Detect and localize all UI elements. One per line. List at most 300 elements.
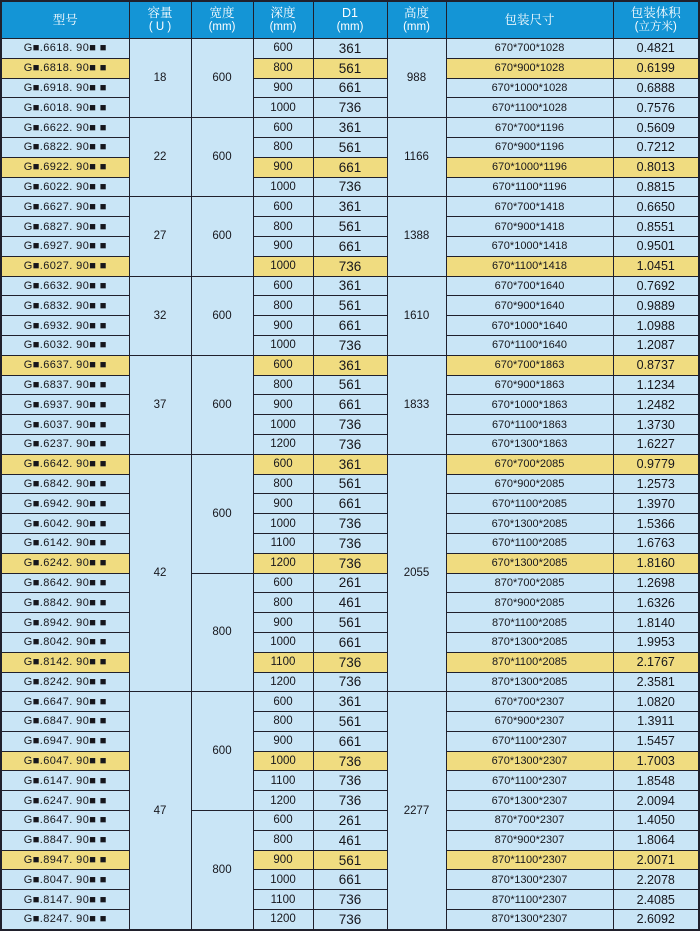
depth-cell: 1000	[253, 632, 313, 652]
model-cell: G■.8842. 90■ ■	[1, 593, 129, 613]
height-cell: 1166	[387, 118, 446, 197]
depth-cell: 900	[253, 395, 313, 415]
depth-cell: 800	[253, 830, 313, 850]
depth-cell: 900	[253, 613, 313, 633]
model-cell: G■.6847. 90■ ■	[1, 712, 129, 732]
d1-cell: 561	[313, 296, 387, 316]
depth-cell: 900	[253, 78, 313, 98]
spec-row	[1, 771, 699, 791]
height-cell: 1610	[387, 276, 446, 355]
volume-cell: 0.5609	[613, 118, 699, 138]
model-cell: G■.8847. 90■ ■	[1, 830, 129, 850]
height-cell: 2055	[387, 454, 446, 692]
package-cell: 670*700*2307	[446, 692, 613, 712]
d1-cell: 561	[313, 850, 387, 870]
model-cell: G■.6937. 90■ ■	[1, 395, 129, 415]
model-cell: G■.6047. 90■ ■	[1, 751, 129, 771]
spec-row	[1, 276, 699, 296]
width-cell: 600	[191, 276, 253, 355]
model-cell: G■.6618. 90■ ■	[1, 39, 129, 59]
depth-cell: 1100	[253, 771, 313, 791]
model-cell: G■.6242. 90■ ■	[1, 553, 129, 573]
volume-cell: 0.9779	[613, 454, 699, 474]
model-cell: G■.8942. 90■ ■	[1, 613, 129, 633]
volume-cell: 1.7003	[613, 751, 699, 771]
spec-row	[1, 632, 699, 652]
volume-cell: 1.2482	[613, 395, 699, 415]
depth-cell: 1000	[253, 870, 313, 890]
d1-cell: 261	[313, 573, 387, 593]
spec-row	[1, 474, 699, 494]
height-cell: 1388	[387, 197, 446, 276]
d1-cell: 736	[313, 672, 387, 692]
height-cell: 988	[387, 39, 446, 118]
header-row	[1, 1, 699, 39]
volume-cell: 1.9953	[613, 632, 699, 652]
table-body	[1, 39, 699, 930]
depth-cell: 1100	[253, 533, 313, 553]
d1-cell: 736	[313, 415, 387, 435]
volume-cell: 2.4085	[613, 890, 699, 910]
package-cell: 670*1300*1863	[446, 434, 613, 454]
package-cell: 670*700*1863	[446, 355, 613, 375]
volume-cell: 0.7692	[613, 276, 699, 296]
spec-row	[1, 434, 699, 454]
package-cell: 870*900*2085	[446, 593, 613, 613]
volume-cell: 1.4050	[613, 811, 699, 831]
spec-row	[1, 494, 699, 514]
model-cell: G■.6027. 90■ ■	[1, 256, 129, 276]
package-cell: 670*1100*2307	[446, 771, 613, 791]
d1-cell: 736	[313, 791, 387, 811]
spec-row	[1, 712, 699, 732]
volume-cell: 0.8013	[613, 157, 699, 177]
package-cell: 670*1100*2307	[446, 731, 613, 751]
depth-cell: 800	[253, 712, 313, 732]
spec-row	[1, 58, 699, 78]
d1-cell: 361	[313, 39, 387, 59]
spec-row	[1, 791, 699, 811]
model-cell: G■.8242. 90■ ■	[1, 672, 129, 692]
package-cell: 670*1000*1028	[446, 78, 613, 98]
spec-row	[1, 652, 699, 672]
spec-row	[1, 553, 699, 573]
depth-cell: 600	[253, 276, 313, 296]
model-cell: G■.6818. 90■ ■	[1, 58, 129, 78]
col-header-model: 型号	[1, 1, 129, 39]
volume-cell: 0.6650	[613, 197, 699, 217]
volume-cell: 1.0988	[613, 316, 699, 336]
d1-cell: 736	[313, 177, 387, 197]
model-cell: G■.6947. 90■ ■	[1, 731, 129, 751]
package-cell: 870*1300*2085	[446, 632, 613, 652]
spec-row	[1, 890, 699, 910]
d1-cell: 736	[313, 652, 387, 672]
volume-cell: 1.0820	[613, 692, 699, 712]
model-cell: G■.6247. 90■ ■	[1, 791, 129, 811]
volume-cell: 1.6763	[613, 533, 699, 553]
depth-cell: 800	[253, 375, 313, 395]
model-cell: G■.8042. 90■ ■	[1, 632, 129, 652]
depth-cell: 600	[253, 573, 313, 593]
d1-cell: 661	[313, 157, 387, 177]
volume-cell: 1.2573	[613, 474, 699, 494]
d1-cell: 661	[313, 395, 387, 415]
d1-cell: 736	[313, 890, 387, 910]
package-cell: 670*700*1640	[446, 276, 613, 296]
package-cell: 870*1300*2307	[446, 910, 613, 930]
model-cell: G■.8247. 90■ ■	[1, 910, 129, 930]
package-cell: 670*900*2307	[446, 712, 613, 732]
package-cell: 670*700*2085	[446, 454, 613, 474]
volume-cell: 0.7212	[613, 137, 699, 157]
model-cell: G■.6142. 90■ ■	[1, 533, 129, 553]
package-cell: 870*1100*2085	[446, 613, 613, 633]
depth-cell: 600	[253, 811, 313, 831]
spec-row	[1, 533, 699, 553]
d1-cell: 561	[313, 137, 387, 157]
spec-row	[1, 39, 699, 59]
package-cell: 670*700*1028	[446, 39, 613, 59]
package-cell: 670*1000*1418	[446, 236, 613, 256]
d1-cell: 736	[313, 533, 387, 553]
width-cell: 600	[191, 692, 253, 811]
spec-row	[1, 256, 699, 276]
d1-cell: 261	[313, 811, 387, 831]
spec-row	[1, 355, 699, 375]
capacity-cell: 18	[129, 39, 191, 118]
model-cell: G■.6922. 90■ ■	[1, 157, 129, 177]
package-cell: 670*900*1863	[446, 375, 613, 395]
package-cell: 670*1100*2085	[446, 533, 613, 553]
d1-cell: 361	[313, 118, 387, 138]
model-cell: G■.6147. 90■ ■	[1, 771, 129, 791]
model-cell: G■.6042. 90■ ■	[1, 514, 129, 534]
col-header-d1: D1 (mm)	[313, 1, 387, 39]
height-cell: 1833	[387, 355, 446, 454]
volume-cell: 1.1234	[613, 375, 699, 395]
volume-cell: 0.8815	[613, 177, 699, 197]
package-cell: 870*1100*2307	[446, 890, 613, 910]
package-cell: 870*700*2307	[446, 811, 613, 831]
depth-cell: 1100	[253, 652, 313, 672]
spec-row	[1, 830, 699, 850]
package-cell: 670*1100*1196	[446, 177, 613, 197]
spec-row	[1, 910, 699, 930]
model-cell: G■.6927. 90■ ■	[1, 236, 129, 256]
package-cell: 870*1100*2307	[446, 850, 613, 870]
package-cell: 670*1300*2085	[446, 553, 613, 573]
width-cell: 800	[191, 573, 253, 692]
volume-cell: 1.8160	[613, 553, 699, 573]
d1-cell: 736	[313, 771, 387, 791]
col-header-package: 包装尺寸	[446, 1, 613, 39]
spec-row	[1, 573, 699, 593]
model-cell: G■.6822. 90■ ■	[1, 137, 129, 157]
package-cell: 670*1100*1863	[446, 415, 613, 435]
depth-cell: 600	[253, 692, 313, 712]
d1-cell: 561	[313, 474, 387, 494]
model-cell: G■.6932. 90■ ■	[1, 316, 129, 336]
d1-cell: 736	[313, 514, 387, 534]
d1-cell: 661	[313, 870, 387, 890]
depth-cell: 900	[253, 157, 313, 177]
package-cell: 670*1000*1640	[446, 316, 613, 336]
depth-cell: 1000	[253, 514, 313, 534]
col-header-volume: 包装体积 (立方米)	[613, 1, 699, 39]
d1-cell: 461	[313, 830, 387, 850]
volume-cell: 2.3581	[613, 672, 699, 692]
spec-row	[1, 454, 699, 474]
model-cell: G■.8947. 90■ ■	[1, 850, 129, 870]
height-cell: 2277	[387, 692, 446, 930]
depth-cell: 900	[253, 850, 313, 870]
volume-cell: 0.9889	[613, 296, 699, 316]
col-header-height: 高度 (mm)	[387, 1, 446, 39]
model-cell: G■.6647. 90■ ■	[1, 692, 129, 712]
width-cell: 600	[191, 118, 253, 197]
spec-row	[1, 236, 699, 256]
depth-cell: 1100	[253, 890, 313, 910]
spec-row	[1, 850, 699, 870]
spec-row	[1, 415, 699, 435]
depth-cell: 800	[253, 474, 313, 494]
depth-cell: 800	[253, 217, 313, 237]
depth-cell: 600	[253, 454, 313, 474]
d1-cell: 561	[313, 58, 387, 78]
model-cell: G■.8147. 90■ ■	[1, 890, 129, 910]
model-cell: G■.8647. 90■ ■	[1, 811, 129, 831]
volume-cell: 1.6227	[613, 434, 699, 454]
d1-cell: 561	[313, 375, 387, 395]
depth-cell: 1200	[253, 791, 313, 811]
volume-cell: 2.0094	[613, 791, 699, 811]
depth-cell: 1200	[253, 672, 313, 692]
depth-cell: 1000	[253, 751, 313, 771]
d1-cell: 561	[313, 712, 387, 732]
depth-cell: 1000	[253, 177, 313, 197]
package-cell: 870*900*2307	[446, 830, 613, 850]
d1-cell: 736	[313, 434, 387, 454]
model-cell: G■.6832. 90■ ■	[1, 296, 129, 316]
depth-cell: 900	[253, 316, 313, 336]
volume-cell: 2.0071	[613, 850, 699, 870]
package-cell: 870*1300*2085	[446, 672, 613, 692]
volume-cell: 1.0451	[613, 256, 699, 276]
package-cell: 670*900*1418	[446, 217, 613, 237]
volume-cell: 1.3730	[613, 415, 699, 435]
volume-cell: 1.8548	[613, 771, 699, 791]
package-cell: 670*1100*2085	[446, 494, 613, 514]
depth-cell: 600	[253, 39, 313, 59]
d1-cell: 661	[313, 494, 387, 514]
depth-cell: 600	[253, 197, 313, 217]
depth-cell: 800	[253, 593, 313, 613]
depth-cell: 600	[253, 118, 313, 138]
model-cell: G■.8642. 90■ ■	[1, 573, 129, 593]
d1-cell: 561	[313, 217, 387, 237]
model-cell: G■.6018. 90■ ■	[1, 98, 129, 118]
depth-cell: 1200	[253, 553, 313, 573]
model-cell: G■.6942. 90■ ■	[1, 494, 129, 514]
d1-cell: 661	[313, 78, 387, 98]
volume-cell: 0.6199	[613, 58, 699, 78]
spec-row	[1, 296, 699, 316]
capacity-cell: 32	[129, 276, 191, 355]
package-cell: 870*1100*2085	[446, 652, 613, 672]
spec-row	[1, 98, 699, 118]
table-header	[1, 1, 699, 39]
volume-cell: 1.6326	[613, 593, 699, 613]
capacity-cell: 47	[129, 692, 191, 930]
col-header-width: 宽度 (mm)	[191, 1, 253, 39]
d1-cell: 361	[313, 276, 387, 296]
package-cell: 670*900*2085	[446, 474, 613, 494]
depth-cell: 1000	[253, 98, 313, 118]
spec-row	[1, 335, 699, 355]
model-cell: G■.6022. 90■ ■	[1, 177, 129, 197]
col-header-capacity: 容量 ( U )	[129, 1, 191, 39]
width-cell: 600	[191, 39, 253, 118]
depth-cell: 1200	[253, 910, 313, 930]
width-cell: 600	[191, 454, 253, 573]
package-cell: 670*1100*1418	[446, 256, 613, 276]
volume-cell: 0.4821	[613, 39, 699, 59]
package-cell: 870*700*2085	[446, 573, 613, 593]
d1-cell: 361	[313, 454, 387, 474]
volume-cell: 1.8140	[613, 613, 699, 633]
spec-row	[1, 870, 699, 890]
model-cell: G■.6827. 90■ ■	[1, 217, 129, 237]
volume-cell: 0.8551	[613, 217, 699, 237]
depth-cell: 800	[253, 137, 313, 157]
d1-cell: 561	[313, 613, 387, 633]
volume-cell: 1.5457	[613, 731, 699, 751]
volume-cell: 0.9501	[613, 236, 699, 256]
volume-cell: 0.6888	[613, 78, 699, 98]
spec-row	[1, 593, 699, 613]
d1-cell: 361	[313, 355, 387, 375]
d1-cell: 661	[313, 731, 387, 751]
package-cell: 670*1000*1863	[446, 395, 613, 415]
d1-cell: 361	[313, 692, 387, 712]
d1-cell: 461	[313, 593, 387, 613]
model-cell: G■.6918. 90■ ■	[1, 78, 129, 98]
spec-row	[1, 118, 699, 138]
package-cell: 670*700*1196	[446, 118, 613, 138]
spec-row	[1, 217, 699, 237]
d1-cell: 661	[313, 316, 387, 336]
d1-cell: 736	[313, 910, 387, 930]
spec-row	[1, 157, 699, 177]
package-cell: 670*1300*2307	[446, 791, 613, 811]
d1-cell: 736	[313, 751, 387, 771]
spec-row	[1, 177, 699, 197]
spec-row	[1, 316, 699, 336]
spec-row	[1, 395, 699, 415]
width-cell: 600	[191, 355, 253, 454]
volume-cell: 2.2078	[613, 870, 699, 890]
depth-cell: 900	[253, 236, 313, 256]
spec-row	[1, 514, 699, 534]
spec-row	[1, 375, 699, 395]
width-cell: 600	[191, 197, 253, 276]
spec-row	[1, 197, 699, 217]
depth-cell: 1000	[253, 256, 313, 276]
volume-cell: 1.2698	[613, 573, 699, 593]
model-cell: G■.8047. 90■ ■	[1, 870, 129, 890]
model-cell: G■.6037. 90■ ■	[1, 415, 129, 435]
package-cell: 670*1300*2085	[446, 514, 613, 534]
model-cell: G■.6032. 90■ ■	[1, 335, 129, 355]
spec-row	[1, 672, 699, 692]
volume-cell: 1.3970	[613, 494, 699, 514]
package-cell: 670*700*1418	[446, 197, 613, 217]
capacity-cell: 22	[129, 118, 191, 197]
depth-cell: 900	[253, 494, 313, 514]
package-cell: 670*900*1640	[446, 296, 613, 316]
model-cell: G■.6837. 90■ ■	[1, 375, 129, 395]
volume-cell: 2.1767	[613, 652, 699, 672]
model-cell: G■.6642. 90■ ■	[1, 454, 129, 474]
volume-cell: 0.8737	[613, 355, 699, 375]
d1-cell: 361	[313, 197, 387, 217]
package-cell: 670*900*1196	[446, 137, 613, 157]
capacity-cell: 27	[129, 197, 191, 276]
package-cell: 870*1300*2307	[446, 870, 613, 890]
spec-row	[1, 811, 699, 831]
package-cell: 670*900*1028	[446, 58, 613, 78]
depth-cell: 1000	[253, 335, 313, 355]
model-cell: G■.6627. 90■ ■	[1, 197, 129, 217]
spec-row	[1, 751, 699, 771]
depth-cell: 1200	[253, 434, 313, 454]
package-cell: 670*1300*2307	[446, 751, 613, 771]
capacity-cell: 42	[129, 454, 191, 692]
depth-cell: 600	[253, 355, 313, 375]
d1-cell: 661	[313, 236, 387, 256]
volume-cell: 0.7576	[613, 98, 699, 118]
model-cell: G■.6632. 90■ ■	[1, 276, 129, 296]
volume-cell: 2.6092	[613, 910, 699, 930]
capacity-cell: 37	[129, 355, 191, 454]
spec-row	[1, 78, 699, 98]
volume-cell: 1.5366	[613, 514, 699, 534]
d1-cell: 736	[313, 98, 387, 118]
spec-row	[1, 731, 699, 751]
spec-row	[1, 137, 699, 157]
d1-cell: 736	[313, 256, 387, 276]
depth-cell: 900	[253, 731, 313, 751]
spec-row	[1, 613, 699, 633]
depth-cell: 800	[253, 296, 313, 316]
depth-cell: 1000	[253, 415, 313, 435]
model-cell: G■.6842. 90■ ■	[1, 474, 129, 494]
model-cell: G■.6622. 90■ ■	[1, 118, 129, 138]
d1-cell: 661	[313, 632, 387, 652]
package-cell: 670*1100*1028	[446, 98, 613, 118]
model-cell: G■.6637. 90■ ■	[1, 355, 129, 375]
d1-cell: 736	[313, 553, 387, 573]
width-cell: 800	[191, 811, 253, 930]
volume-cell: 1.8064	[613, 830, 699, 850]
spec-row	[1, 692, 699, 712]
model-cell: G■.6237. 90■ ■	[1, 434, 129, 454]
d1-cell: 736	[313, 335, 387, 355]
volume-cell: 1.2087	[613, 335, 699, 355]
package-cell: 670*1100*1640	[446, 335, 613, 355]
package-cell: 670*1000*1196	[446, 157, 613, 177]
